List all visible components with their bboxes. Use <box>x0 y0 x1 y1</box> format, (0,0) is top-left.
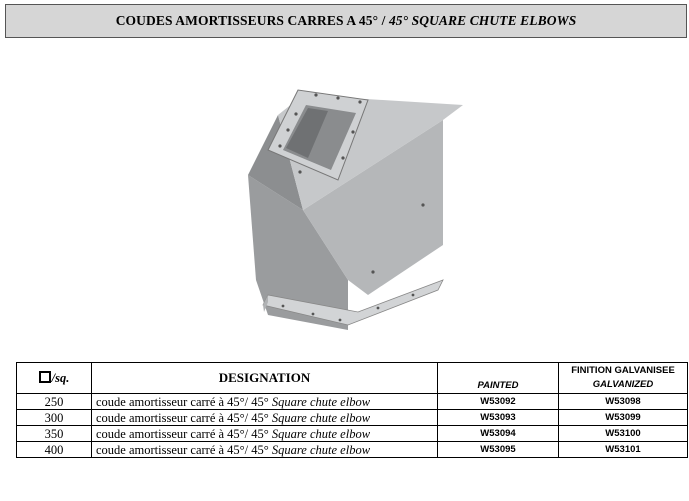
header-galvanized: FINITION GALVANISEE GALVANIZED <box>559 363 688 394</box>
header-painted: PAINTED <box>438 363 559 394</box>
header-size: /sq. <box>17 363 92 394</box>
product-table <box>16 362 688 458</box>
table-row: 350 coude amortisseur carré à 45°/ 45° Square chute elbow W53094 W53100 <box>17 426 688 442</box>
title-main: COUDES AMORTISSEURS CARRES A 45° / <box>115 13 386 28</box>
table-row: 400 coude amortisseur carré à 45°/ 45° Square chute elbow W53095 W53101 <box>17 442 688 458</box>
header-designation: DESIGNATION <box>92 363 438 394</box>
chute-elbow-photo <box>228 80 468 335</box>
title-italic: 45° SQUARE CHUTE ELBOWS <box>388 13 577 28</box>
table-row: 250 coude amortisseur carré à 45°/ 45° Square chute elbow W53092 W53098 <box>17 394 688 410</box>
table-row: 300 coude amortisseur carré à 45°/ 45° Square chute elbow W53093 W53099 <box>17 410 688 426</box>
page-title <box>5 4 687 38</box>
square-icon <box>39 371 51 383</box>
